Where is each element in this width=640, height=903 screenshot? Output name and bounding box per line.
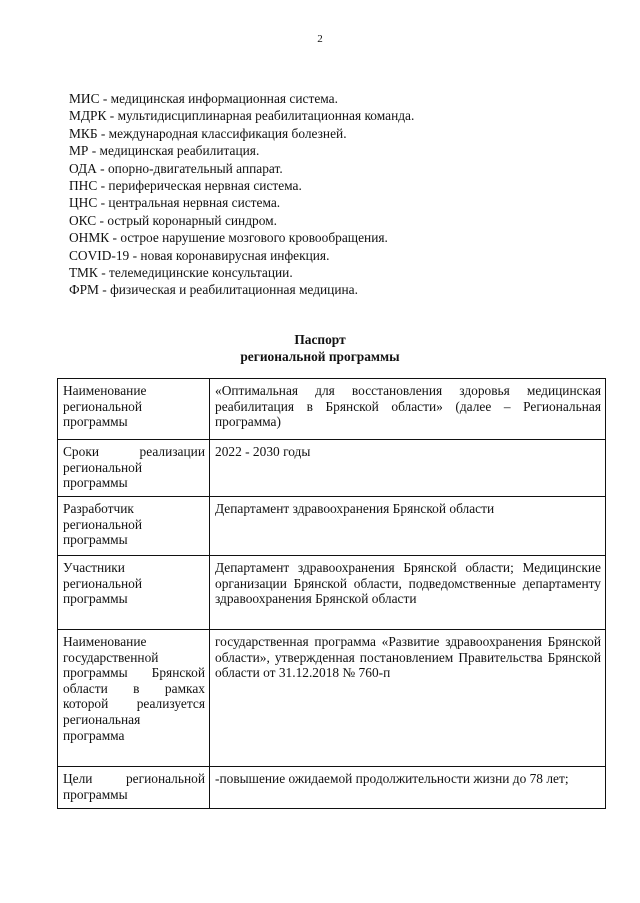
table-row bbox=[58, 767, 606, 809]
row-value-goals: -повышение ожидаемой продолжительности жизни до 78 лет; bbox=[210, 767, 606, 809]
table-row bbox=[58, 440, 606, 497]
abbreviation-item: ОНМК - острое нарушение мозгового кровообращения. bbox=[69, 230, 388, 246]
row-label-state-program: Наименование государственной программы Брянской области в рамках которой реализуется региональная программа bbox=[58, 630, 210, 767]
abbreviation-item: ЦНС - центральная нервная система. bbox=[69, 195, 281, 211]
passport-title bbox=[0, 331, 640, 365]
row-value-participants: Департамент здравоохранения Брянской области; Медицинские организации Брянской области, подведомственные департаменту здравоохранения Брянской области bbox=[210, 556, 606, 630]
abbreviation-item: МР - медицинская реабилитация. bbox=[69, 143, 260, 159]
table-row bbox=[58, 556, 606, 630]
abbreviation-item: МДРК - мультидисциплинарная реабилитационная команда. bbox=[69, 108, 415, 124]
row-label-timeline: Сроки реализации региональной программы bbox=[58, 440, 210, 497]
page-number: 2 bbox=[317, 33, 323, 45]
passport-table bbox=[57, 378, 606, 809]
passport-title-line1: Паспорт bbox=[294, 332, 346, 347]
abbreviation-item: ОКС - острый коронарный синдром. bbox=[69, 212, 277, 228]
abbreviation-item: COVID-19 - новая коронавирусная инфекция. bbox=[69, 247, 330, 263]
abbreviation-item: МИС - медицинская информационная система. bbox=[69, 91, 338, 106]
row-value-timeline: 2022 - 2030 годы bbox=[210, 440, 606, 497]
row-label-developer: Разработчик региональной программы bbox=[58, 497, 210, 556]
row-label-goals: Цели региональной программы bbox=[58, 767, 210, 809]
abbreviation-item: ТМК - телемедицинские консультации. bbox=[69, 265, 293, 281]
table-row bbox=[58, 630, 606, 767]
abbreviation-item: МКБ - международная классификация болезней. bbox=[69, 125, 347, 141]
abbreviation-item: ПНС - периферическая нервная система. bbox=[69, 178, 302, 194]
row-label-program-name: Наименование региональной программы bbox=[58, 379, 210, 440]
row-value-developer: Департамент здравоохранения Брянской области bbox=[210, 497, 606, 556]
row-label-participants: Участники региональной программы bbox=[58, 556, 210, 630]
table-row bbox=[58, 379, 606, 440]
abbreviation-list bbox=[69, 90, 589, 299]
row-value-state-program: государственная программа «Развитие здравоохранения Брянской области», утвержденная постановлением Правительства Брянской области от 31.12.2018 № 760-п bbox=[210, 630, 606, 767]
abbreviation-item: ОДА - опорно-двигательный аппарат. bbox=[69, 160, 283, 176]
passport-title-line2: региональной программы bbox=[240, 349, 400, 364]
abbreviation-item: ФРМ - физическая и реабилитационная медицина. bbox=[69, 282, 358, 298]
table-row bbox=[58, 497, 606, 556]
row-value-program-name: «Оптимальная для восстановления здоровья медицинская реабилитация в Брянской области» (далее – Региональная программа) bbox=[210, 379, 606, 440]
